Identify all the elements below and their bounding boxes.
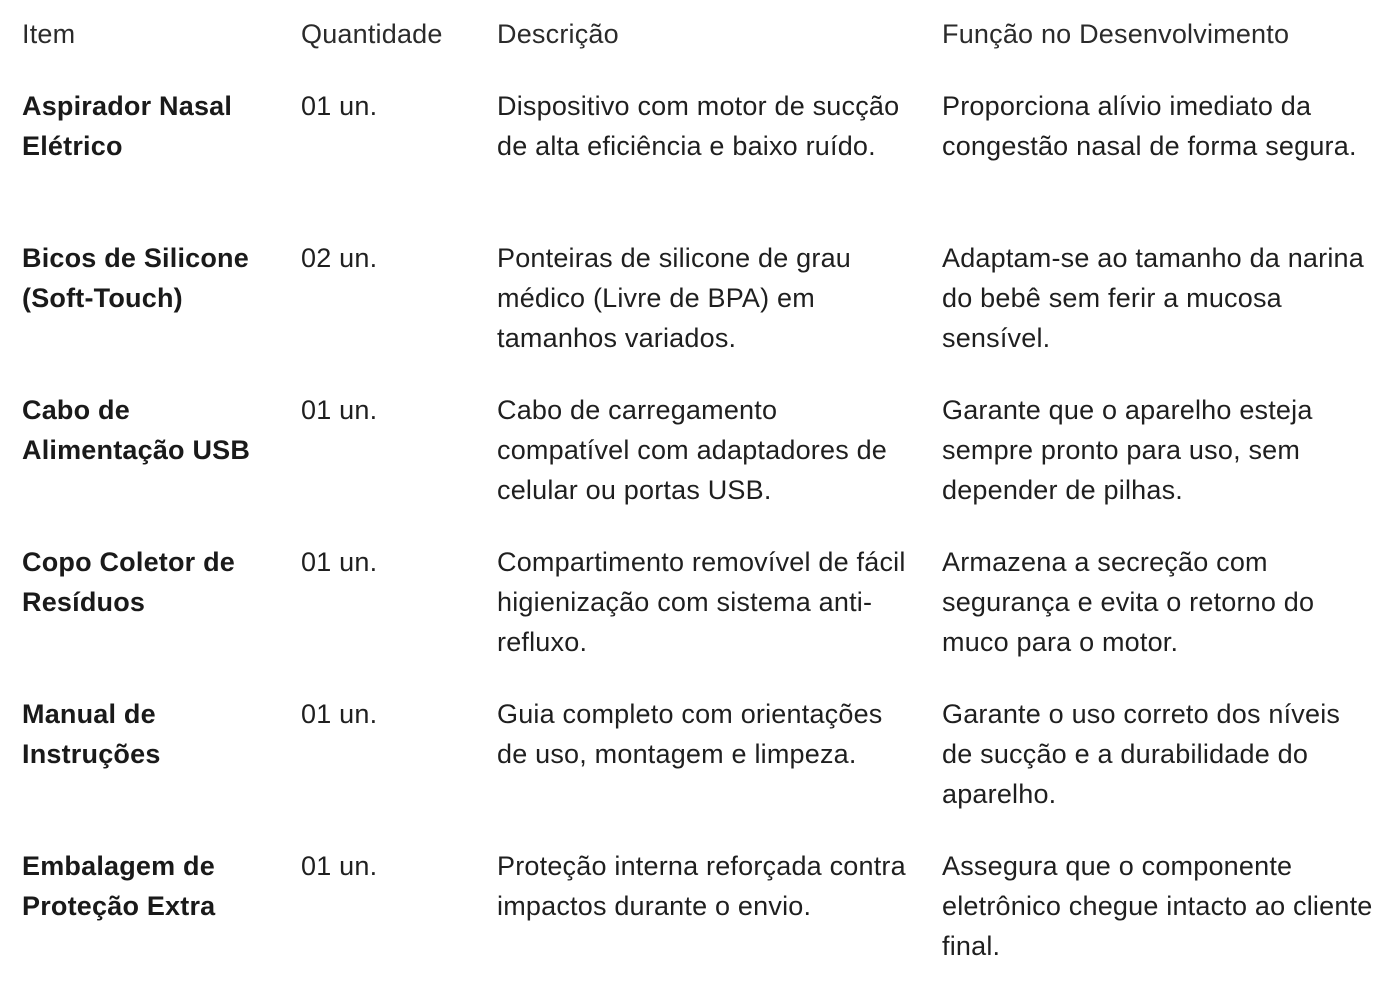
row-description: Cabo de carregamento compatível com adaptadores de celular ou portas USB. <box>497 395 888 505</box>
row-description: Compartimento removível de fácil higienização com sistema anti-refluxo. <box>497 547 906 657</box>
row-quantity: 01 un. <box>301 547 378 577</box>
row-item-name: Cabo de Alimentação USB <box>22 395 251 465</box>
row-item-name: Aspirador Nasal Elétrico <box>22 91 233 161</box>
row-description: Proteção interna reforçada contra impactos durante o envio. <box>497 851 906 921</box>
header-item: Item <box>22 19 76 49</box>
row-quantity: 01 un. <box>301 851 378 881</box>
header-quantity: Quantidade <box>301 19 443 49</box>
row-function: Proporciona alívio imediato da congestão nasal de forma segura. <box>942 91 1357 161</box>
row-function: Garante que o aparelho esteja sempre pronto para uso, sem depender de pilhas. <box>942 395 1313 505</box>
row-function: Garante o uso correto dos níveis de sucção e a durabilidade do aparelho. <box>942 699 1341 809</box>
row-function: Assegura que o componente eletrônico chegue intacto ao cliente final. <box>942 851 1373 961</box>
row-function: Adaptam-se ao tamanho da narina do bebê sem ferir a mucosa sensível. <box>942 243 1364 353</box>
header-description: Descrição <box>497 19 619 49</box>
row-quantity: 01 un. <box>301 699 378 729</box>
row-item-name: Bicos de Silicone (Soft-Touch) <box>22 243 249 313</box>
row-quantity: 02 un. <box>301 243 378 273</box>
row-description: Dispositivo com motor de sucção de alta eficiência e baixo ruído. <box>497 91 900 161</box>
row-quantity: 01 un. <box>301 395 378 425</box>
row-item-name: Manual de Instruções <box>22 699 161 769</box>
row-quantity: 01 un. <box>301 91 378 121</box>
row-function: Armazena a secreção com segurança e evita o retorno do muco para o motor. <box>942 547 1315 657</box>
header-function: Função no Desenvolvimento <box>942 19 1290 49</box>
row-description: Guia completo com orientações de uso, montagem e limpeza. <box>497 699 883 769</box>
row-description: Ponteiras de silicone de grau médico (Livre de BPA) em tamanhos variados. <box>497 243 852 353</box>
row-item-name: Copo Coletor de Resíduos <box>22 547 235 617</box>
row-item-name: Embalagem de Proteção Extra <box>22 851 216 921</box>
